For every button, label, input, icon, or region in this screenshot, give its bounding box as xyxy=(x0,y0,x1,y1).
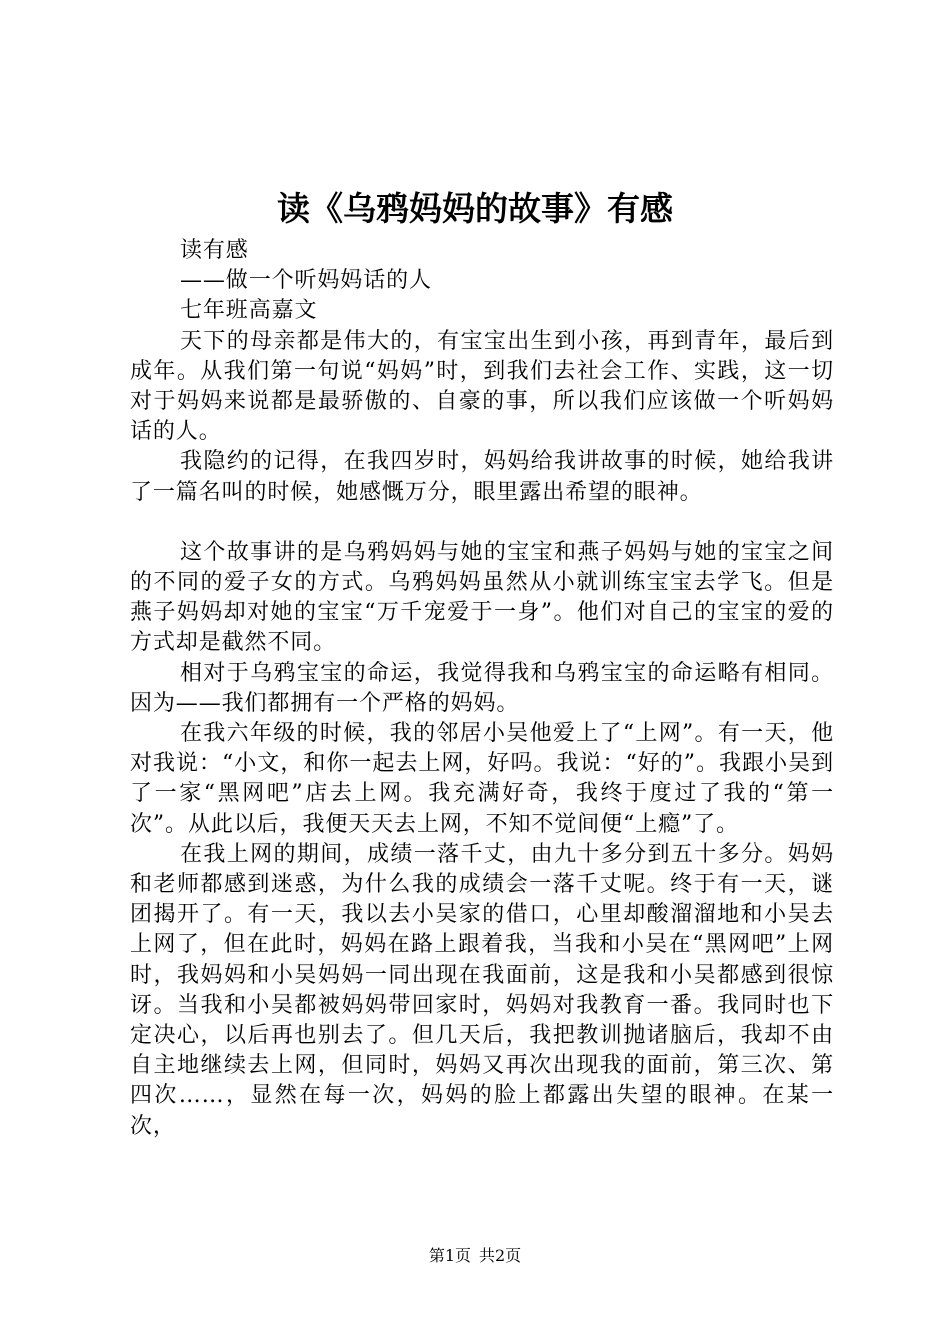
paragraph: 在我六年级的时候，我的邻居小吴他爱上了“上网”。有一天，他对我说：“小文，和你一起去上网，好吗。我说：“好的”。我跟小吴到了一家“黑网吧”店去上网。我充满好奇，我终于度过了我的“第一次”。从此以后，我便天天去上网，不知不觉间便“上瘾”了。 xyxy=(130,721,834,837)
subtitle-line: 读有感 xyxy=(180,238,249,263)
paragraph: 天下的母亲都是伟大的，有宝宝出生到小孩，再到青年，最后到成年。从我们第一句说“妈妈”时，到我们去社会工作、实践，这一切对于妈妈来说都是最骄傲的、自豪的事，所以我们应该做一个听妈妈话的人。 xyxy=(130,328,834,445)
author-line: 七年班高嘉文 xyxy=(180,298,318,324)
blank-line xyxy=(130,508,834,538)
paragraph: 在我上网的期间，成绩一落千丈，由九十多分到五十多分。妈妈和老师都感到迷惑，为什么我的成绩会一落千丈呢。终于有一天，谜团揭开了。有一天，我以去小吴家的借口，心里却酸溜溜地和小吴去上网了，但在此时，妈妈在路上跟着我，当我和小吴在“黑网吧”上网时，我妈妈和小吴妈妈一同出现在我面前，这是我和小吴都感到很惊讶。当我和小吴都被妈妈带回家时，妈妈对我教育一番。我同时也下定决心，以后再也别去了。但几天后，我把教训抛诸脑后，我却不由自主地继续去上网，但同时，妈妈又再次出现我的面前，第三次、第四次……，显然在每一次，妈妈的脸上都露出失望的眼神。在某一次， xyxy=(130,841,834,1139)
document-title: 读《乌鸦妈妈的故事》有感 xyxy=(277,189,673,228)
paragraph: 这个故事讲的是乌鸦妈妈与她的宝宝和燕子妈妈与她的宝宝之间的不同的爱子女的方式。乌鸦妈妈虽然从小就训练宝宝去学飞。但是燕子妈妈却对她的宝宝“万千宠爱于一身”。他们对自己的宝宝的爱的方式却是截然不同。 xyxy=(130,539,834,656)
page-count: 共2页 xyxy=(479,1246,522,1265)
document-body xyxy=(130,236,834,1142)
page-footer xyxy=(0,1244,950,1268)
paragraph: 相对于乌鸦宝宝的命运，我觉得我和乌鸦宝宝的命运略有相同。因为——我们都拥有一个严格的妈妈。 xyxy=(130,660,834,716)
paragraph: 我隐约的记得，在我四岁时，妈妈给我讲故事的时候，她给我讲了一篇名叫的时候，她感慨万分，眼里露出希望的眼神。 xyxy=(130,449,834,505)
subtitle-line: ——做一个听妈妈话的人 xyxy=(180,268,432,294)
page-number: 第1页 xyxy=(428,1246,471,1265)
